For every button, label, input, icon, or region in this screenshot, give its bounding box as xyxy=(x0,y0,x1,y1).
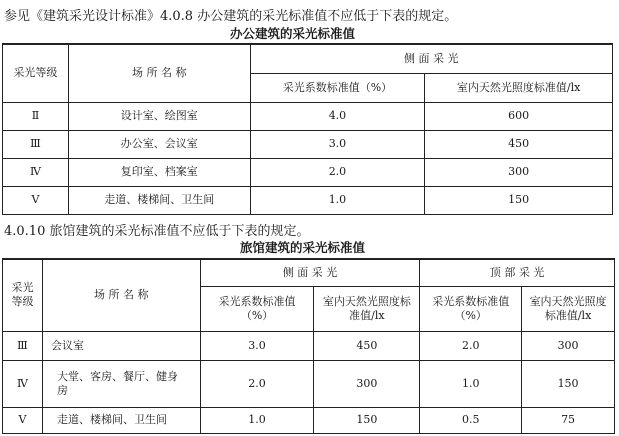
cell-grade: Ⅱ xyxy=(3,102,69,130)
table-row xyxy=(3,158,613,186)
table-row xyxy=(3,102,613,130)
header-top-illum: 室内天然光照度标准值/lx xyxy=(522,286,615,331)
cell-top-coef: 1.0 xyxy=(420,360,522,407)
hotel-daylight-table xyxy=(2,258,615,434)
cell-side-illum: 300 xyxy=(314,360,420,407)
header-side-lighting: 侧 面 采 光 xyxy=(200,259,420,286)
table-row xyxy=(3,331,615,360)
cell-grade: Ⅴ xyxy=(3,186,69,214)
cell-place: 大堂、客房、餐厅、健身房 xyxy=(42,360,200,407)
header-top-lighting: 顶 部 采 光 xyxy=(420,259,615,286)
table-caption-office: 办公建筑的采光标准值 xyxy=(230,26,356,41)
cell-illum: 300 xyxy=(425,158,613,186)
cell-side-illum: 450 xyxy=(314,331,420,360)
cell-grade: Ⅲ xyxy=(3,331,43,360)
table-row xyxy=(3,407,615,433)
header-top-coef: 采光系数标准值（%） xyxy=(420,286,522,331)
table-row xyxy=(3,186,613,214)
intro-text-1: 参见《建筑采光设计标准》4.0.8 办公建筑的采光标准值不应低于下表的规定。 xyxy=(4,9,458,24)
header-side-illum: 室内天然光照度标准值/lx xyxy=(314,286,420,331)
header-place: 场 所 名 称 xyxy=(68,44,250,102)
header-grade: 采光等级 xyxy=(3,259,43,331)
cell-grade: Ⅴ xyxy=(3,407,43,433)
cell-side-illum: 150 xyxy=(314,407,420,433)
header-place: 场 所 名 称 xyxy=(42,259,200,331)
cell-illum: 150 xyxy=(425,186,613,214)
cell-place: 走道、楼梯间、卫生间 xyxy=(68,186,250,214)
cell-place: 复印室、档案室 xyxy=(68,158,250,186)
table-caption-hotel: 旅馆建筑的采光标准值 xyxy=(240,240,366,255)
cell-side-coef: 3.0 xyxy=(200,331,314,360)
header-coef: 采光系数标准值（%） xyxy=(250,73,425,102)
cell-grade: Ⅳ xyxy=(3,360,43,407)
cell-side-coef: 2.0 xyxy=(200,360,314,407)
header-illum: 室内天然光照度标准值/lx xyxy=(425,73,613,102)
header-side-lighting: 侧 面 采 光 xyxy=(250,44,612,73)
cell-side-coef: 1.0 xyxy=(200,407,314,433)
cell-top-coef: 2.0 xyxy=(420,331,522,360)
office-daylight-table xyxy=(2,43,613,215)
cell-top-illum: 300 xyxy=(522,331,615,360)
cell-top-illum: 150 xyxy=(522,360,615,407)
cell-illum: 450 xyxy=(425,130,613,158)
header-grade: 采光等级 xyxy=(3,44,69,102)
cell-grade: Ⅲ xyxy=(3,130,69,158)
cell-coef: 1.0 xyxy=(250,186,425,214)
cell-grade: Ⅳ xyxy=(3,158,69,186)
intro-text-2: 4.0.10 旅馆建筑的采光标准值不应低于下表的规定。 xyxy=(4,224,310,239)
cell-place: 办公室、会议室 xyxy=(68,130,250,158)
cell-illum: 600 xyxy=(425,102,613,130)
table-row xyxy=(3,130,613,158)
table-row xyxy=(3,360,615,407)
cell-coef: 4.0 xyxy=(250,102,425,130)
cell-place: 走道、楼梯间、卫生间 xyxy=(42,407,200,433)
cell-place: 会议室 xyxy=(42,331,200,360)
cell-top-coef: 0.5 xyxy=(420,407,522,433)
cell-coef: 3.0 xyxy=(250,130,425,158)
cell-place: 设计室、绘图室 xyxy=(68,102,250,130)
cell-coef: 2.0 xyxy=(250,158,425,186)
header-side-coef: 采光系数标准值（%） xyxy=(200,286,314,331)
cell-top-illum: 75 xyxy=(522,407,615,433)
